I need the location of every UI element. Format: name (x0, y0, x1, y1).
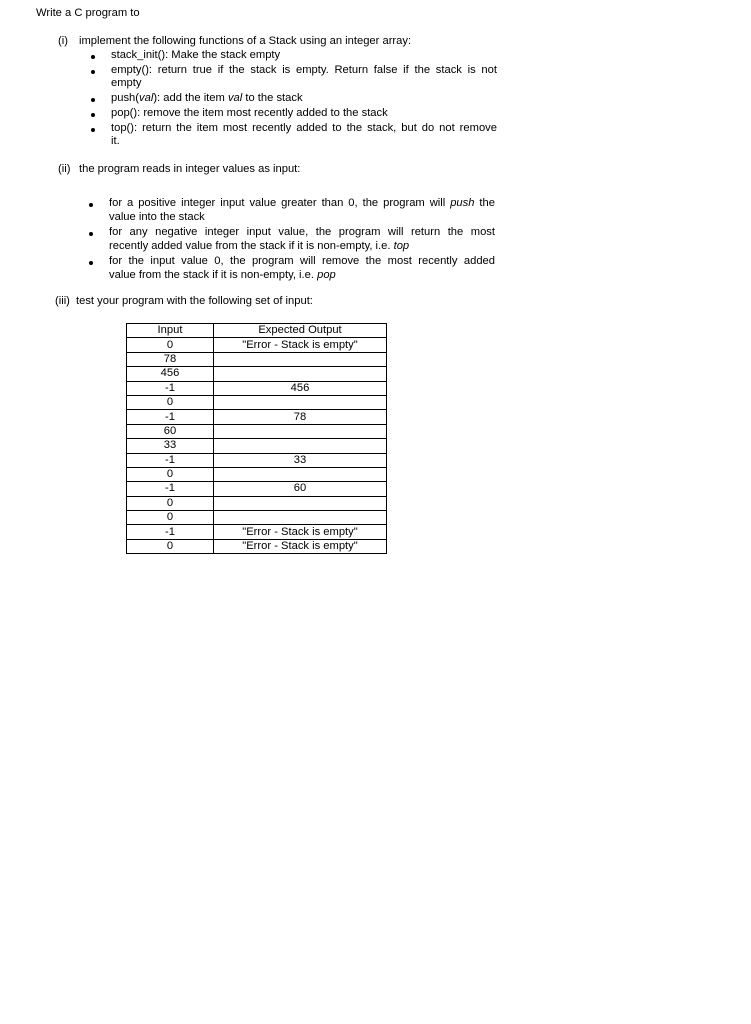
part2-item-zero-line2 (109, 269, 336, 282)
expected-output-cell (214, 496, 387, 510)
part3-text: test your program with the following set of input: (76, 295, 313, 307)
expected-output-cell: 456 (214, 381, 387, 395)
expected-output-cell (214, 424, 387, 438)
input-cell: 0 (127, 467, 214, 481)
part2-item-zero-line1: for the input value 0, the program will remove the most recently added (109, 255, 495, 267)
bullet-icon (89, 261, 93, 265)
input-cell: 60 (127, 424, 214, 438)
part2-item-positive-line2: value into the stack (109, 211, 205, 223)
expected-output-cell (214, 367, 387, 381)
part1-item-empty-line1: empty(): return true if the stack is empty. Return false if the stack is not (111, 64, 497, 76)
table-row (127, 352, 387, 366)
expected-output-cell (214, 511, 387, 525)
part1-item-top-line1: top(): return the item most recently added to the stack, but do not remove (111, 122, 497, 134)
part1-item-pop: pop(): remove the item most recently added to the stack (111, 107, 388, 119)
part1-item-stack-init: stack_init(): Make the stack empty (111, 49, 281, 61)
input-cell: -1 (127, 525, 214, 539)
bullet-icon (91, 55, 95, 59)
part2-item-negative-line2 (109, 240, 409, 253)
expected-output-cell: "Error - Stack is empty" (214, 525, 387, 539)
table-row (127, 496, 387, 510)
bullet-icon (89, 203, 93, 207)
table-row (127, 482, 387, 496)
part1-item-push (111, 92, 303, 105)
push-param-2: val (227, 92, 243, 104)
pop-keyword: pop (317, 269, 336, 281)
push-keyword: push (450, 197, 475, 209)
expected-output-cell (214, 467, 387, 481)
table-row (127, 511, 387, 525)
input-cell: 78 (127, 352, 214, 366)
table-row (127, 525, 387, 539)
input-cell: 0 (127, 395, 214, 409)
bullet-icon (89, 232, 93, 236)
table-row (127, 424, 387, 438)
input-cell: 456 (127, 367, 214, 381)
negative-line2-text: recently added value from the stack if it is non-empty, i.e. (109, 240, 394, 252)
expected-output-cell: 60 (214, 482, 387, 496)
expected-output-cell (214, 439, 387, 453)
table-row (127, 381, 387, 395)
input-cell: -1 (127, 410, 214, 424)
top-keyword: top (393, 240, 410, 252)
input-cell: 0 (127, 338, 214, 352)
bullet-icon (91, 98, 95, 102)
push-suffix-2: to the stack (242, 92, 303, 104)
table-body (127, 338, 387, 554)
expected-output-cell (214, 395, 387, 409)
part1-item-top-line2: it. (111, 135, 120, 147)
table-row (127, 395, 387, 409)
part2-text: the program reads in integer values as input: (79, 163, 301, 175)
zero-line2-text: value from the stack if it is non-empty, i.e. (109, 269, 318, 281)
table-row (127, 539, 387, 553)
expected-output-cell: 33 (214, 453, 387, 467)
input-cell: 33 (127, 439, 214, 453)
push-param: val (139, 92, 154, 104)
expected-output-cell: "Error - Stack is empty" (214, 338, 387, 352)
table-row (127, 410, 387, 424)
bullet-icon (91, 128, 95, 132)
input-cell: -1 (127, 482, 214, 496)
input-output-table (126, 323, 387, 554)
table-row (127, 367, 387, 381)
table-row (127, 453, 387, 467)
part1-item-empty-line2: empty (111, 77, 142, 89)
expected-output-cell: "Error - Stack is empty" (214, 539, 387, 553)
positive-line1-end: the (474, 197, 495, 209)
positive-line1-text: for a positive integer input value greater than 0, the program will (109, 197, 451, 209)
part2-label: (ii) (58, 163, 71, 175)
part2-item-negative-line1: for any negative integer input value, the program will return the most (109, 226, 495, 238)
push-prefix: push( (111, 92, 139, 104)
input-cell: 0 (127, 496, 214, 510)
input-cell: 0 (127, 511, 214, 525)
table-header-row (127, 324, 387, 338)
input-cell: -1 (127, 453, 214, 467)
bullet-icon (91, 113, 95, 117)
table-row (127, 467, 387, 481)
table-row (127, 338, 387, 352)
part3-label: (iii) (55, 295, 70, 307)
input-cell: 0 (127, 539, 214, 553)
header-input: Input (127, 324, 214, 338)
part1-text: implement the following functions of a Stack using an integer array: (79, 35, 412, 47)
expected-output-cell (214, 352, 387, 366)
push-suffix: ): add the item (153, 92, 228, 104)
part2-item-positive-line1 (109, 197, 495, 210)
expected-output-cell: 78 (214, 410, 387, 424)
intro-text: Write a C program to (36, 7, 140, 19)
bullet-icon (91, 70, 95, 74)
part1-label: (i) (58, 35, 68, 47)
header-expected-output: Expected Output (214, 324, 387, 338)
input-cell: -1 (127, 381, 214, 395)
table-row (127, 439, 387, 453)
